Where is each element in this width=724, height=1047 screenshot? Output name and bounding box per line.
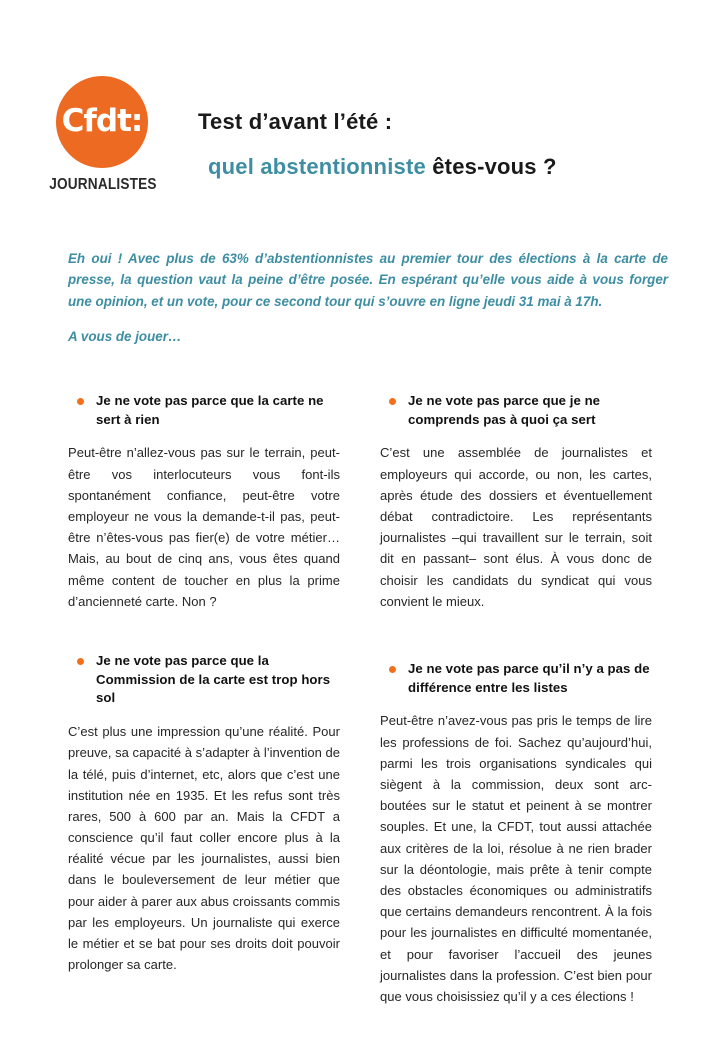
question-body-text: C’est une assemblée de journalistes et employeurs qui accorde, ou non, les cartes, après étude des dossiers et éventuellement débat contradictoire. Les représentants journalistes –qui travaillent sur le terrain, soit dit en passant– sont élus. À vous donc de choisir les candidats du syndicat qui vous convient le mieux.	[380, 445, 652, 609]
question-heading-text: Je ne vote pas parce que la carte ne sert à rien	[96, 393, 324, 427]
title-accent-text: quel abstentionniste	[208, 153, 433, 179]
bullet-icon	[389, 666, 396, 673]
intro-block	[68, 248, 668, 348]
bullet-icon	[77, 398, 84, 405]
question-body-text: Peut-être n’avez-vous pas pris le temps de lire les professions de foi. Sachez qu’aujourd’hui, parmi les trois organisations syndicales qui siègent à la commission, deux sont arc-boutées sur le statut et peinent à se montrer souples. Et une, la CFDT, tout aussi attachée aux critères de la loi, résolue à ne rien brader sur la déontologie, mais prête à tenir compte des obstacles économiques ou administratifs que certains demandeurs rencontrent. À la fois pour les journalistes en difficulté momentanée, et pour favoriser l’accueil des jeunes journalistes dans la profession. C’est bien pour que vous choisissiez qu’il y a ces élections !	[380, 713, 652, 1004]
question-block	[380, 660, 652, 1007]
question-heading	[380, 660, 652, 697]
logo-wordmark: Cfdt:	[61, 102, 143, 139]
question-heading	[68, 392, 340, 429]
column-left	[68, 392, 340, 1015]
cfdt-logo	[42, 76, 162, 194]
question-heading-text: Je ne vote pas parce qu’il n’y a pas de différence entre les listes	[408, 660, 650, 695]
question-heading	[68, 652, 340, 708]
intro-paragraph: Eh oui ! Avec plus de 63% d’abstentionnistes au premier tour des élections à la carte de presse, la question vaut la peine d’être posée. En espérant qu’elle vous aide à vous forger une opinion, et un vote, pour ce second tour qui s’ouvre en ligne jeudi 31 mai à 17h.	[68, 251, 668, 309]
question-body-text: Peut-être n’allez-vous pas sur le terrain, peut-être vos interlocuteurs vous font-ils spontanément confiance, peut-être votre employeur ne vous la demande-t-il pas, peut-être n’êtes-vous pas fier(e) de votre métier… Mais, au bout de cinq ans, vous êtes quand même content de toucher en plus la prime d’ancienneté carte. Non ?	[68, 445, 340, 609]
question-block	[380, 392, 652, 612]
question-heading	[380, 392, 652, 429]
question-block	[68, 652, 340, 975]
column-right	[380, 392, 652, 1047]
title-rest-text: êtes-vous ?	[432, 153, 557, 179]
question-heading-text: Je ne vote pas parce que la Commission de la carte est trop hors sol	[96, 652, 331, 706]
intro-signoff: A vous de jouer…	[68, 329, 182, 345]
question-heading-text: Je ne vote pas parce que je ne comprends pas à quoi ça sert	[408, 393, 601, 427]
title-line-2	[208, 153, 698, 181]
question-body-text: C’est plus une impression qu’une réalité. Pour preuve, sa capacité à s’adapter à l’invention de la télé, puis d’internet, etc, alors que c’est une institution née en 1935. Et les refus sont très rares, 500 à 600 par an. Mais la CFDT a conscience qu’il faut coller encore plus à la réalité vécue par les journalistes, aussi bien dans le bouleversement de leur métier que pour aider à parer aux abus croissants commis par les employeurs. Un journaliste qui exerce le métier et se bat pour ses droits doit pouvoir prolonger sa carte.	[68, 724, 340, 973]
document-header	[0, 0, 724, 215]
question-block	[68, 392, 340, 612]
bullet-icon	[389, 398, 396, 405]
logo-circle-icon	[56, 76, 148, 168]
title-line-1: Test d’avant l’été :	[198, 109, 393, 134]
page-title	[198, 108, 698, 180]
bullet-icon	[77, 658, 84, 665]
logo-subtitle: JOURNALISTES	[49, 176, 157, 193]
